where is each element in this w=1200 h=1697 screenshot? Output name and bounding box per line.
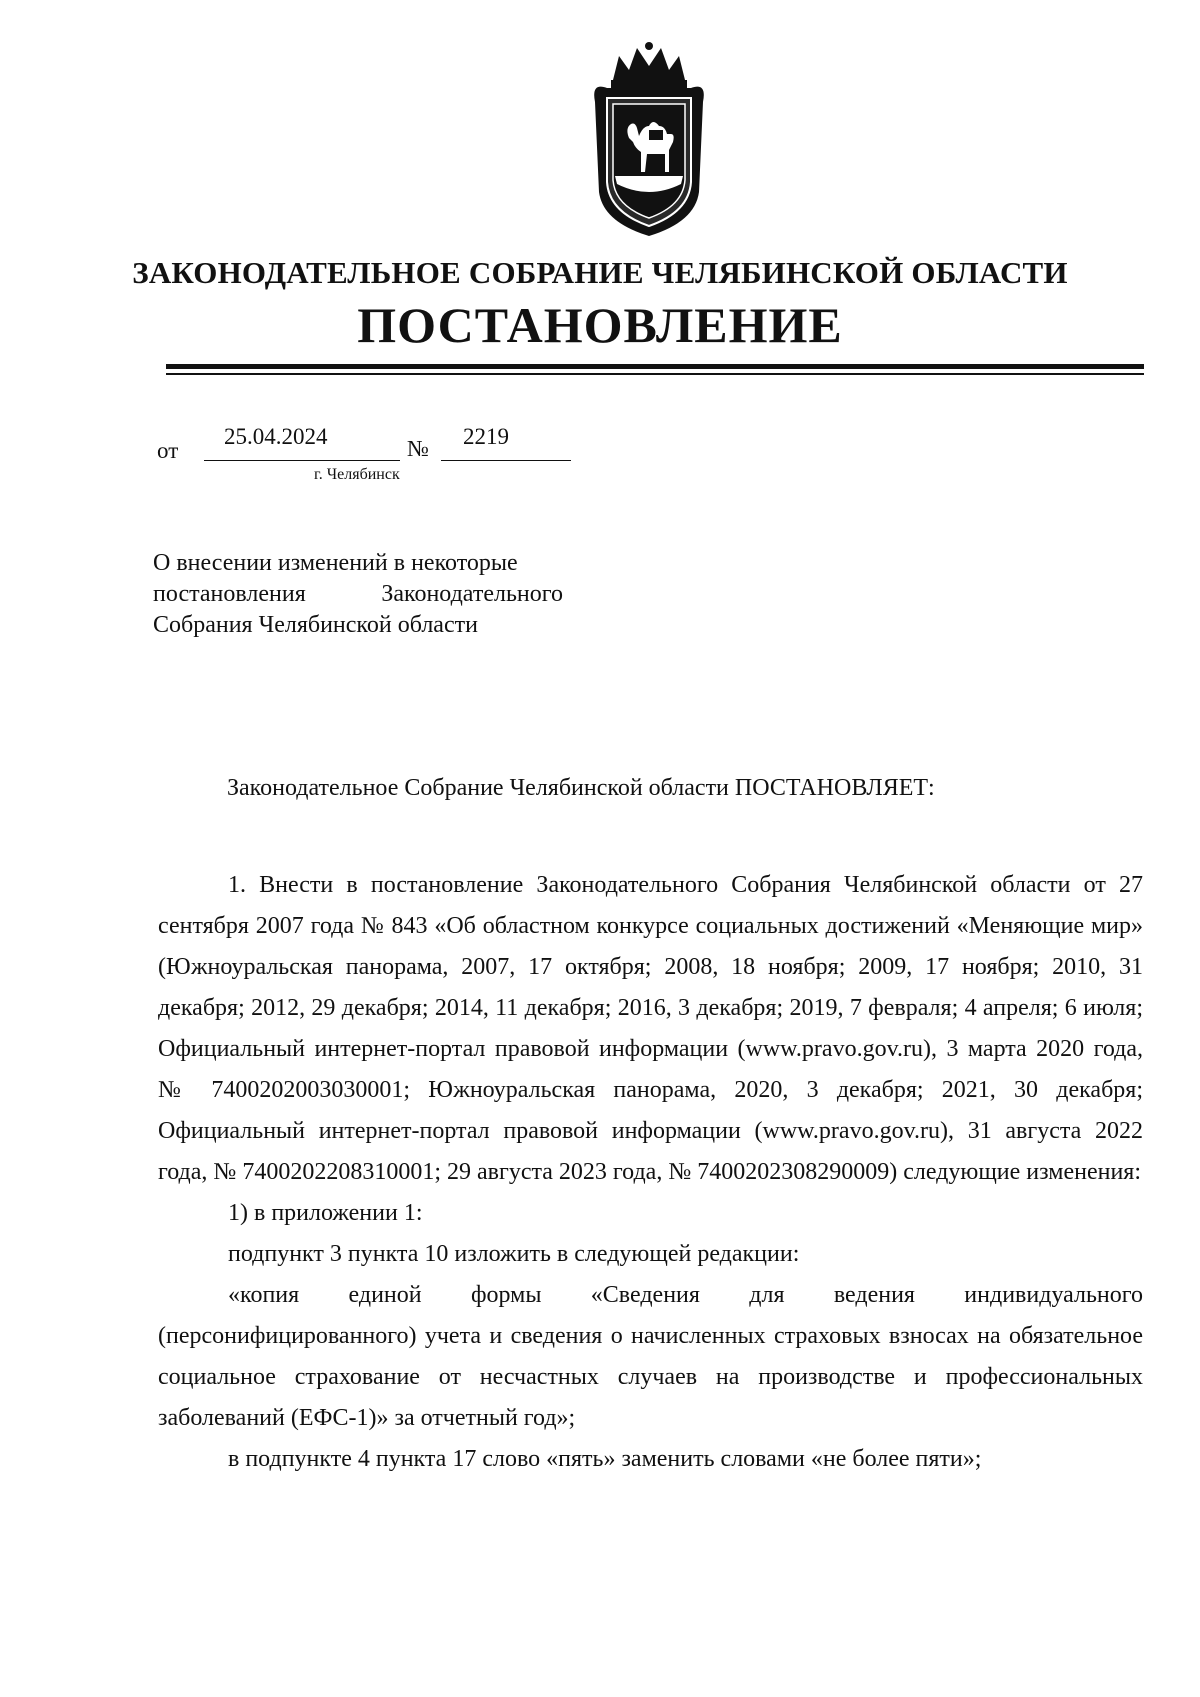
paragraph-quoted-text: «копия единой формы «Сведения для ведения индивидуального (персонифицированного) учета и сведения о начисленных страховых взносах на обязательное социальное страхование от несчастных случаев на производстве и профессиональных заболеваний (ЕФС-1)» за отчетный год»; [158, 1282, 1143, 1431]
paragraph-appendix-1: 1) в приложении 1: [228, 1200, 423, 1226]
city-label: г. Челябинск [314, 466, 400, 483]
subject-line-2-word-2: Законодательного [381, 581, 563, 607]
organization-title: ЗАКОНОДАТЕЛЬНОЕ СОБРАНИЕ ЧЕЛЯБИНСКОЙ ОБЛАСТИ [132, 255, 1068, 290]
document-body [158, 865, 1143, 1480]
paragraph-amendment-intro: 1. Внести в постановление Законодательного Собрания Челябинской области от 27 сентября 2007 года № 843 «Об областном конкурсе социальных достижений «Меняющие мир» (Южноуральская панорама, 2007, 17 октября; 2008, 18 ноября; 2009, 17 ноября; 2010, 31 декабря; 2012, 29 декабря; 2014, 11 декабря; 2016, 3 декабря; 2019, 7 февраля; 4 апреля; 6 июля; Официальный интернет-портал правовой информации (www.pravo.gov.ru), 3 марта 2020 года, № 7400202003030001; Южноуральская панорама, 2020, 3 декабря; 2021, 30 декабря; Официальный интернет-портал правовой информации (www.pravo.gov.ru), 31 августа 2022 года, № 7400202208310001; 29 августа 2023 года, № 7400202308290009) следующие изменения: [158, 872, 1143, 1185]
document-subject [153, 548, 563, 641]
resolves-statement: Законодательное Собрание Челябинской области ПОСТАНОВЛЯЕТ: [227, 775, 935, 801]
document-number: 2219 [463, 424, 509, 449]
subject-line-3: Собрания Челябинской области [153, 612, 478, 638]
number-prefix: № [407, 436, 429, 461]
document-type-title: ПОСТАНОВЛЕНИЕ [357, 297, 843, 353]
subject-line-2-word-1: постановления [153, 581, 306, 607]
date-underline [204, 460, 400, 461]
header-divider-thick [166, 364, 1144, 369]
date-prefix: от [157, 438, 179, 463]
document-date: 25.04.2024 [224, 424, 328, 449]
coat-of-arms-icon [585, 42, 713, 238]
subject-line-2 [153, 579, 563, 610]
header-divider-thin [166, 373, 1144, 375]
paragraph-subclause-4: в подпункте 4 пункта 17 слово «пять» заменить словами «не более пяти»; [228, 1446, 982, 1472]
subject-line-1: О внесении изменений в некоторые [153, 550, 518, 576]
paragraph-subclause-3: подпункт 3 пункта 10 изложить в следующей редакции: [228, 1241, 800, 1267]
number-underline [441, 460, 571, 461]
